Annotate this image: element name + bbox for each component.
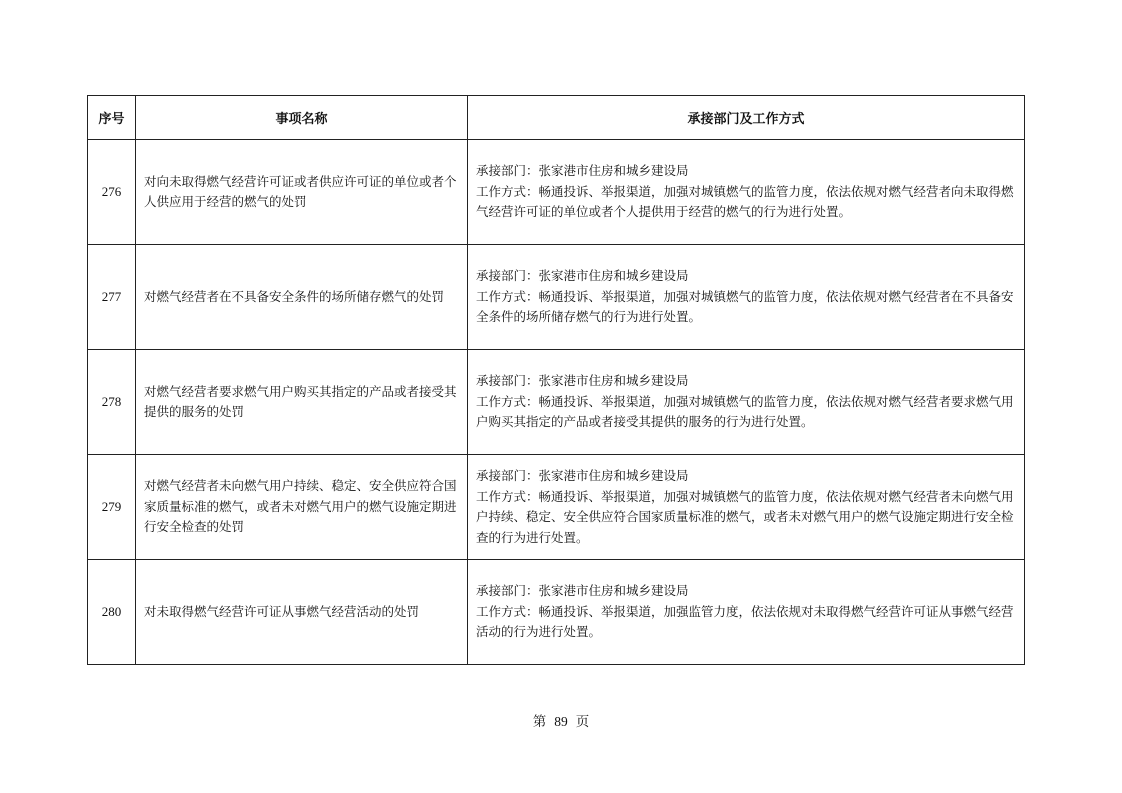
method-line: 工作方式：畅通投诉、举报渠道，加强对城镇燃气的监管力度，依法依规对燃气经营者在不具备安全条件的场所储存燃气的行为进行处置。 bbox=[476, 288, 1014, 325]
table-row bbox=[88, 140, 1025, 245]
method-line: 工作方式：畅通投诉、举报渠道，加强对城镇燃气的监管力度，依法依规对燃气经营者向未取得燃气经营许可证的单位或者个人提供用于经营的燃气的行为进行处置。 bbox=[476, 183, 1014, 220]
row-dept-method bbox=[468, 560, 1025, 665]
row-item-name: 对向未取得燃气经营许可证或者供应许可证的单位或者个人供应用于经营的燃气的处罚 bbox=[136, 140, 468, 245]
dept-line: 承接部门：张家港市住房和城乡建设局 bbox=[476, 583, 689, 599]
row-item-name: 对燃气经营者在不具备安全条件的场所储存燃气的处罚 bbox=[136, 245, 468, 350]
dept-line: 承接部门：张家港市住房和城乡建设局 bbox=[476, 268, 689, 284]
header-seq: 序号 bbox=[88, 96, 136, 140]
method-line: 工作方式：畅通投诉、举报渠道，加强对城镇燃气的监管力度，依法依规对燃气经营者要求燃气用户购买其指定的产品或者接受其提供的服务的行为进行处置。 bbox=[476, 393, 1014, 430]
header-name: 事项名称 bbox=[136, 96, 468, 140]
row-seq: 279 bbox=[88, 455, 136, 560]
page-footer bbox=[0, 710, 1122, 730]
table-row bbox=[88, 560, 1025, 665]
row-seq: 276 bbox=[88, 140, 136, 245]
row-item-name: 对燃气经营者未向燃气用户持续、稳定、安全供应符合国家质量标准的燃气，或者未对燃气用户的燃气设施定期进行安全检查的处罚 bbox=[136, 455, 468, 560]
row-dept-method bbox=[468, 455, 1025, 560]
dept-line: 承接部门：张家港市住房和城乡建设局 bbox=[476, 373, 689, 389]
method-line: 工作方式：畅通投诉、举报渠道，加强监管力度，依法依规对未取得燃气经营许可证从事燃气经营活动的行为进行处置。 bbox=[476, 603, 1014, 640]
table-header-row bbox=[88, 96, 1025, 140]
row-seq: 280 bbox=[88, 560, 136, 665]
page-suffix: 页 bbox=[575, 714, 590, 729]
table-row bbox=[88, 350, 1025, 455]
header-dept: 承接部门及工作方式 bbox=[468, 96, 1025, 140]
row-item-name: 对燃气经营者要求燃气用户购买其指定的产品或者接受其提供的服务的处罚 bbox=[136, 350, 468, 455]
dept-line: 承接部门：张家港市住房和城乡建设局 bbox=[476, 163, 689, 179]
page-number: 89 bbox=[554, 714, 568, 729]
items-table bbox=[87, 95, 1025, 665]
row-item-name: 对未取得燃气经营许可证从事燃气经营活动的处罚 bbox=[136, 560, 468, 665]
dept-line: 承接部门：张家港市住房和城乡建设局 bbox=[476, 468, 689, 483]
row-dept-method bbox=[468, 245, 1025, 350]
page-prefix: 第 bbox=[532, 714, 547, 729]
row-dept-method bbox=[468, 140, 1025, 245]
row-seq: 277 bbox=[88, 245, 136, 350]
table-row bbox=[88, 455, 1025, 560]
table-row bbox=[88, 245, 1025, 350]
row-seq: 278 bbox=[88, 350, 136, 455]
row-dept-method bbox=[468, 350, 1025, 455]
method-line: 工作方式：畅通投诉、举报渠道，加强对城镇燃气的监管力度，依法依规对燃气经营者未向燃气用户持续、稳定、安全供应符合国家质量标准的燃气，或者未对燃气用户的燃气设施定期进行安全检查的行为进行处置。 bbox=[476, 488, 1014, 545]
